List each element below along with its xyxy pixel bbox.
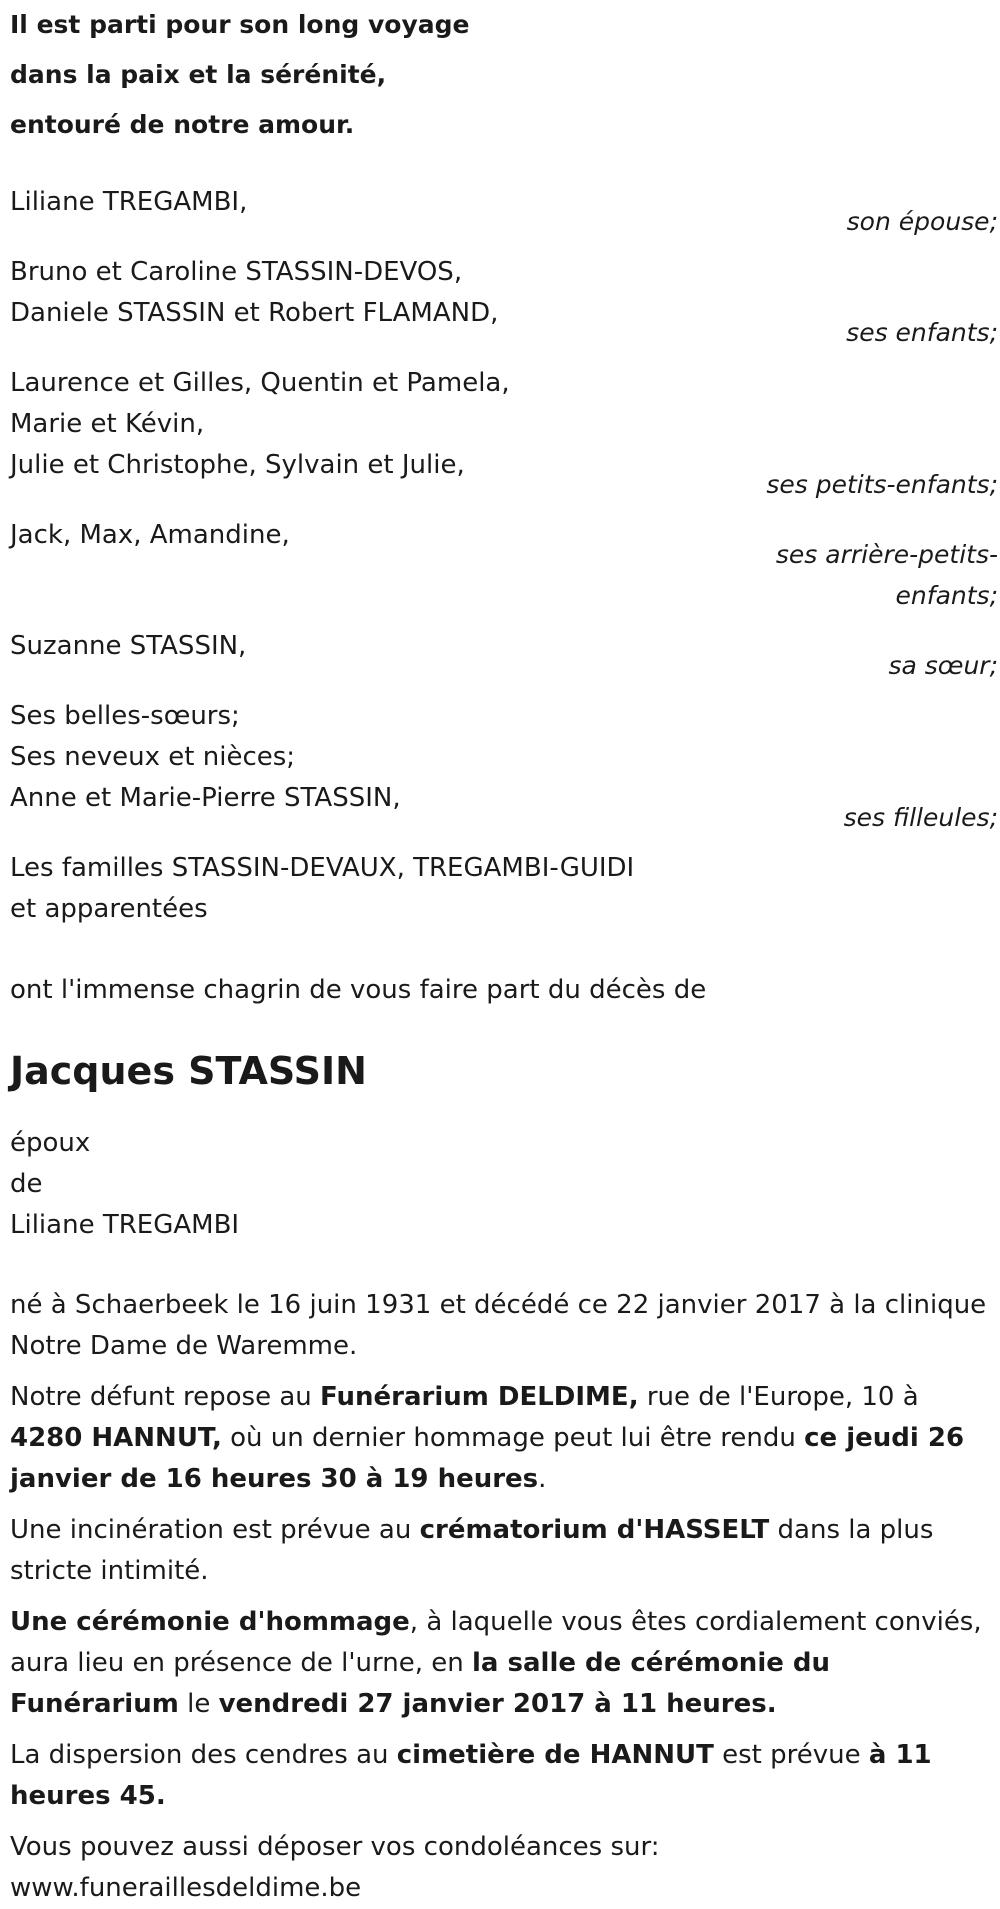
obituary-page [10, 0, 998, 1909]
ceremony-location: la salle de cérémonie du Funérarium [10, 1648, 831, 1719]
repose-info [10, 1377, 998, 1500]
funerarium-name: Funérarium DELDIME, [320, 1382, 639, 1412]
mourner-name-line: Marie et Kévin, [10, 409, 205, 439]
crematorium-name: crématorium d'HASSELT [419, 1515, 770, 1545]
mourner-name-line: Les familles STASSIN-DEVAUX, TREGAMBI-GUIDI [10, 853, 635, 883]
repose-text: Notre défunt repose au [10, 1382, 321, 1412]
mourner-group [10, 515, 998, 616]
mourner-name-line: Anne et Marie-Pierre STASSIN, [10, 783, 401, 813]
spouse-line: époux [10, 1128, 91, 1158]
mourner-name-line: Jack, Max, Amandine, [10, 520, 290, 550]
mourner-group [10, 626, 998, 686]
mourner-group [10, 252, 998, 353]
incineration-text: Une incinération est prévue au [10, 1515, 420, 1545]
condolences-info [10, 1827, 998, 1909]
mourner-names [10, 848, 770, 930]
mourner-group [10, 848, 998, 930]
condolences-text: Vous pouvez aussi déposer vos condoléances sur: [10, 1832, 660, 1862]
ceremony-date: vendredi 27 janvier 2017 à 11 heures. [218, 1689, 777, 1719]
incineration-text: dans la plus stricte intimité. [10, 1515, 934, 1586]
mourner-relation: ses filleules; [843, 803, 998, 832]
spouse-line: de [10, 1169, 43, 1199]
dispersion-info [10, 1735, 998, 1817]
dispersion-text: est prévue [713, 1740, 869, 1770]
ceremony-title: Une cérémonie d'hommage [10, 1607, 410, 1637]
mourner-name-line: Ses belles-sœurs; [10, 701, 240, 731]
mourner-name-line: Julie et Christophe, Sylvain et Julie, [10, 450, 465, 480]
mourner-name-line: Bruno et Caroline STASSIN-DEVOS, [10, 257, 463, 287]
verse-line: Il est parti pour son long voyage [10, 10, 470, 39]
birth-death-info: né à Schaerbeek le 16 juin 1931 et décédé ce 22 janvier 2017 à la clinique Notre Dame de Waremme. [10, 1290, 987, 1361]
incineration-info [10, 1510, 998, 1592]
ceremony-text: , à laquelle vous êtes cordialement conviés, aura lieu en présence de l'urne, en [10, 1607, 982, 1678]
repose-text: rue de l'Europe, 10 à [638, 1382, 919, 1412]
postal-city: 4280 HANNUT, [10, 1423, 222, 1453]
mourner-group [10, 363, 998, 505]
cemetery-name: cimetière de HANNUT [396, 1740, 714, 1770]
dispersion-text: La dispersion des cendres au [10, 1740, 397, 1770]
mourner-relation: ses enfants; [846, 318, 998, 347]
ceremony-info [10, 1602, 998, 1725]
deceased-name: Jacques STASSIN [10, 1049, 367, 1093]
mourner-name-line: Daniele STASSIN et Robert FLAMAND, [10, 298, 499, 328]
ceremony-text: le [178, 1689, 219, 1719]
mourner-relation: son épouse; [846, 207, 998, 236]
announcement: ont l'immense chagrin de vous faire part du décès de [10, 975, 707, 1005]
visitation-time: ce jeudi 26 janvier de 16 heures 30 à 19 heures [10, 1423, 965, 1494]
verse [10, 0, 998, 150]
mourner-name-line: Laurence et Gilles, Quentin et Pamela, [10, 368, 510, 398]
mourner-name-line: Suzanne STASSIN, [10, 631, 247, 661]
mourner-name-line: Liliane TREGAMBI, [10, 187, 248, 217]
mourner-relation-line: enfants; [895, 581, 998, 610]
verse-line: entouré de notre amour. [10, 110, 355, 139]
mourner-relation: sa sœur; [888, 651, 998, 680]
mourner-name-line: Ses neveux et nièces; [10, 742, 296, 772]
mourner-group [10, 696, 998, 838]
dispersion-time: à 11 heures 45. [10, 1740, 932, 1811]
mourner-relation-line: ses arrière-petits- [775, 540, 998, 569]
spouse-info [10, 1123, 998, 1246]
spouse-line: Liliane TREGAMBI [10, 1210, 240, 1240]
repose-text: où un dernier hommage peut lui être rendu [221, 1423, 805, 1453]
mourner-group [10, 182, 998, 242]
mourner-name-line: et apparentées [10, 894, 208, 924]
repose-text: . [538, 1464, 547, 1494]
condolences-url: www.funeraillesdeldime.be [10, 1873, 362, 1903]
mourner-relation: ses petits-enfants; [766, 470, 998, 499]
verse-line: dans la paix et la sérénité, [10, 60, 387, 89]
